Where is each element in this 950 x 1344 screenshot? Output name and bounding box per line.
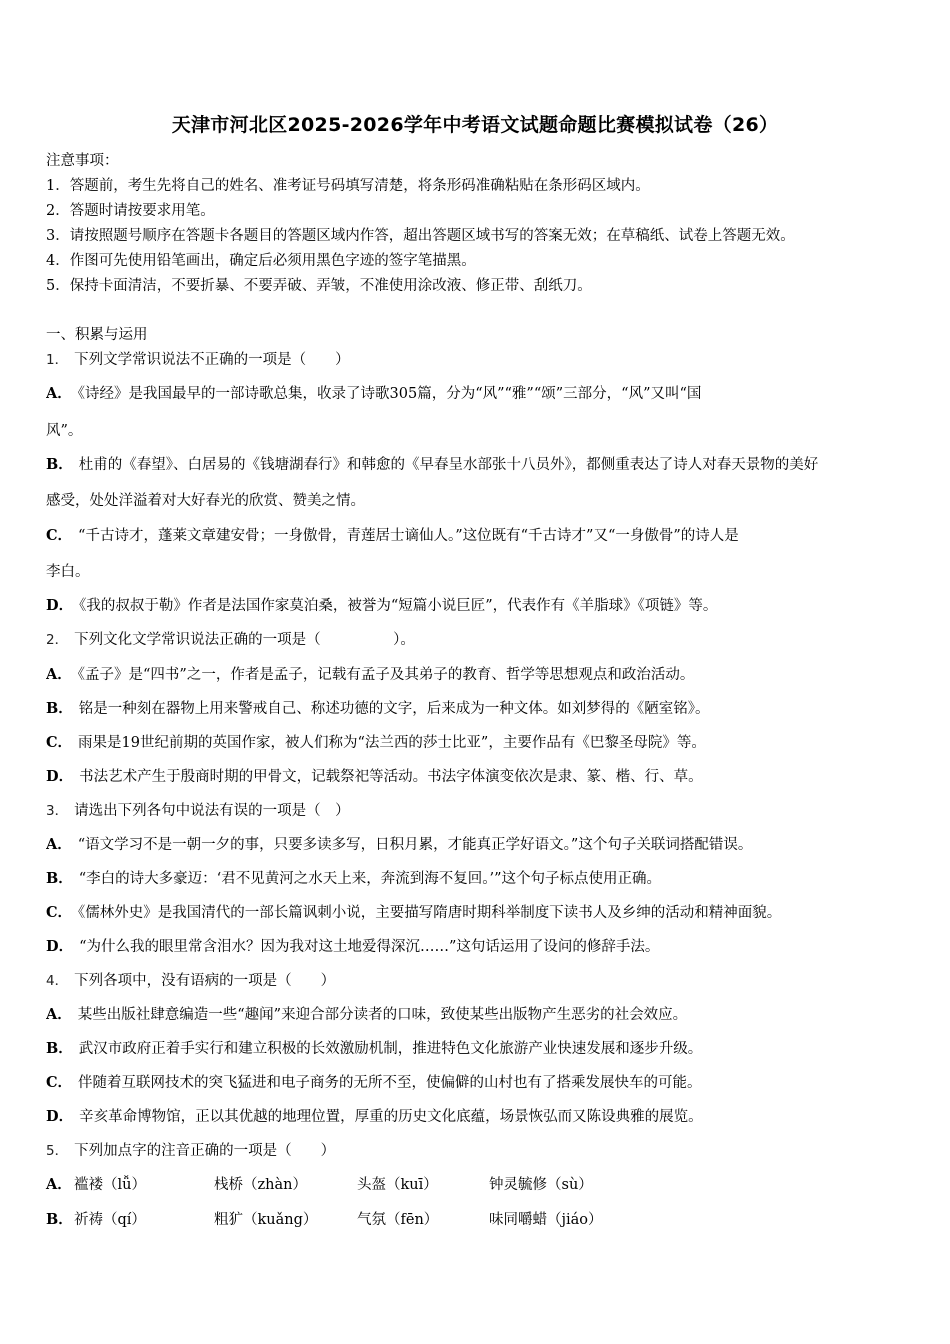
option-text: “千古诗才，蓬莱文章建安骨；一身傲骨，青莲居士谪仙人。”这位既有“千古诗才”又“一身傲骨”的诗人是 [78, 528, 739, 544]
option-line [46, 665, 916, 685]
option-label: C． [46, 904, 73, 921]
option-label: B． [46, 1040, 73, 1057]
option-text: 武汉市政府正着手实行和建立积极的长效激励机制，推进特色文化旅游产业快速发展和逐步升级。 [78, 1041, 703, 1057]
option-label: A． [46, 385, 72, 402]
option-line [46, 733, 916, 753]
pinyin-item: 钟灵毓修（sù） [489, 1177, 593, 1193]
option-text: 杜甫的《春望》、白居易的《钱塘湖春行》和韩愈的《早春呈水部张十八员外》，都侧重表达了诗人对春天景物的美好 [78, 457, 819, 473]
question-stem [46, 801, 916, 821]
pinyin-item: 头盔（kuī） [357, 1177, 438, 1193]
notice-item: 2．答题时请按要求用笔。 [46, 203, 215, 219]
option-text: 辛亥革命博物馆，正以其优越的地理位置，厚重的历史文化底蕴，场景恢弘而又陈设典雅的展览。 [79, 1109, 703, 1125]
option-text: “李白的诗大多豪迈：‘君不见黄河之水天上来，奔流到海不复回。’”这个句子标点使用正确。 [78, 871, 662, 887]
question-number: 5． [46, 1143, 69, 1159]
question-number: 4． [46, 973, 69, 989]
option-label: C． [46, 527, 73, 544]
option-text: 某些出版社肆意编造一些“趣闻”来迎合部分读者的口味，致使某些出版物产生恶劣的社会效应。 [77, 1007, 688, 1023]
option-text: 伴随着互联网技术的突飞猛进和电子商务的无所不至，使偏僻的山村也有了搭乘发展快车的可能。 [78, 1075, 702, 1091]
option-line [46, 526, 916, 546]
notice-item: 5．保持卡面清洁，不要折暴、不要弄破、弄皱，不准使用涂改液、修正带、刮纸刀。 [46, 278, 592, 294]
page-title: 天津市河北区2025-2026学年中考语文试题命题比赛模拟试卷（26） [171, 114, 779, 136]
pinyin-item: 粗犷（kuǎng） [214, 1212, 318, 1228]
option-line [46, 384, 916, 404]
option-line [46, 596, 916, 616]
notice-item: 4．作图可先使用铅笔画出，确定后必须用黑色字迹的签字笔描黑。 [46, 253, 476, 269]
option-line [46, 699, 916, 719]
option-text: “语文学习不是一朝一夕的事，只要多读多写，日积月累，才能真正学好语文。”这个句子关联词搭配错误。 [77, 837, 753, 853]
option-text: 《诗经》是我国最早的一部诗歌总集，收录了诗歌305篇，分为“风”“雅”“颂”三部分，“风”又叫“国 [77, 386, 702, 402]
question-stem [46, 1141, 916, 1161]
option-line [46, 767, 916, 787]
option-continuation: 风”。 [46, 423, 83, 439]
option-label: C． [46, 734, 73, 751]
option-continuation: 李白。 [46, 564, 90, 580]
question-number: 1． [46, 352, 69, 368]
section-heading: 一、积累与运用 [46, 327, 148, 343]
option-label: B． [46, 870, 73, 887]
option-text: 雨果是19世纪前期的英国作家，被人们称为“法兰西的莎士比亚”，主要作品有《巴黎圣母院》等。 [78, 735, 706, 751]
option-label: B． [46, 1211, 73, 1228]
question-stem [46, 971, 916, 991]
option-line [46, 1005, 916, 1025]
notice-item: 1．答题前，考生先将自己的姓名、准考证号码填写清楚，将条形码准确粘贴在条形码区域内。 [46, 178, 650, 194]
pinyin-item: 祈祷（qí） [74, 1212, 146, 1228]
option-line [46, 1073, 916, 1093]
option-text: 铭是一种刻在器物上用来警戒自己、称述功德的文字，后来成为一种文体。如刘梦得的《陋室铭》。 [78, 701, 710, 717]
option-label: A． [46, 1176, 72, 1193]
question-text: 下列加点字的注音正确的一项是（ ） [74, 1143, 336, 1159]
question-number: 3． [46, 803, 69, 819]
question-text: 下列文学常识说法不正确的一项是（ ） [74, 352, 350, 368]
option-label: D． [46, 1108, 74, 1125]
option-label: A． [46, 836, 72, 853]
option-line [46, 869, 916, 889]
option-label: C． [46, 1074, 73, 1091]
option-line [46, 1107, 916, 1127]
pinyin-option-row [46, 1175, 916, 1195]
option-label: D． [46, 938, 74, 955]
option-text: 《儒林外史》是我国清代的一部长篇讽刺小说，主要描写隋唐时期科举制度下读书人及乡绅的活动和精神面貌。 [78, 905, 782, 921]
pinyin-item: 气氛（fēn） [357, 1212, 439, 1228]
question-text: 请选出下列各句中说法有误的一项是（ ） [74, 803, 350, 819]
option-label: D． [46, 597, 74, 614]
option-text: 《我的叔叔于勒》作者是法国作家莫泊桑，被誉为“短篇小说巨匠”，代表作有《羊脂球》《项链》等。 [79, 598, 718, 614]
notice-item: 3．请按照题号顺序在答题卡各题目的答题区域内作答，超出答题区域书写的答案无效；在草稿纸、试卷上答题无效。 [46, 228, 795, 244]
option-label: B． [46, 456, 73, 473]
pinyin-option-row [46, 1210, 916, 1230]
option-line [46, 455, 916, 475]
option-text: 《孟子》是“四书”之一，作者是孟子，记载有孟子及其弟子的教育、哲学等思想观点和政治活动。 [77, 667, 695, 683]
option-text: 书法艺术产生于殷商时期的甲骨文，记载祭祀等活动。书法字体演变依次是隶、篆、楷、行、草。 [79, 769, 703, 785]
option-text: “为什么我的眼里常含泪水？因为我对这土地爱得深沉……”这句话运用了设问的修辞手法。 [79, 939, 660, 955]
option-label: B． [46, 700, 73, 717]
question-number: 2． [46, 632, 69, 648]
option-label: A． [46, 666, 72, 683]
question-stem [46, 630, 916, 650]
question-text: 下列各项中，没有语病的一项是（ ） [74, 973, 336, 989]
pinyin-item: 栈桥（zhàn） [214, 1177, 307, 1193]
option-line [46, 937, 916, 957]
pinyin-item: 味同嚼蜡（jiáo） [489, 1212, 603, 1228]
option-label: D． [46, 768, 74, 785]
option-line [46, 835, 916, 855]
option-line [46, 1039, 916, 1059]
question-stem [46, 350, 916, 370]
option-line [46, 903, 916, 923]
pinyin-item: 褴褛（lǚ） [74, 1177, 146, 1193]
notice-heading: 注意事项： [46, 153, 119, 169]
option-continuation: 感受，处处洋溢着对大好春光的欣赏、赞美之情。 [46, 493, 365, 509]
option-label: A． [46, 1006, 72, 1023]
question-text: 下列文化文学常识说法正确的一项是（ ）。 [74, 632, 415, 648]
